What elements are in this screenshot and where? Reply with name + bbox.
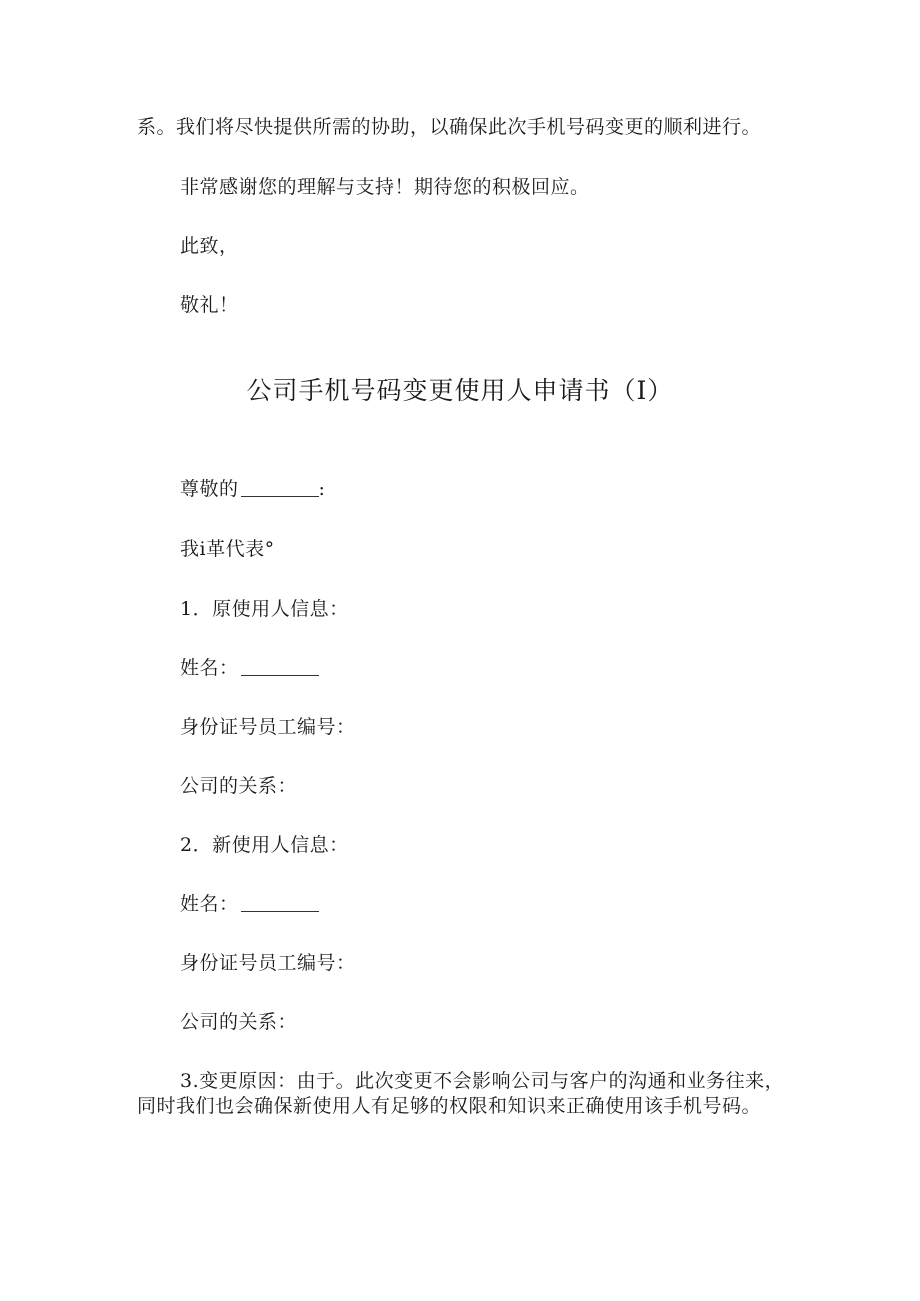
closing-line-2: 敬礼！ [180,294,239,316]
section1-id-line: 身份证号员工编号： [180,716,356,738]
section3-paragraph: 3.变更原因：由于。此次变更不会影响公司与客户的沟通和业务往来，同时我们也会确保新使用人有足够的权限和知识来正确使用该手机号码。 [137,1070,785,1117]
section1-name-line [180,656,319,680]
salutation-colon: : [318,478,326,500]
section2-heading: 2．新使用人信息： [180,834,349,856]
salutation-line [180,477,325,501]
salutation-blank [241,478,319,497]
closing-line-1: 此致， [180,235,239,257]
section1-relation-line: 公司的关系： [180,775,298,797]
section1-heading: 1．原使用人信息： [180,598,349,620]
thanks-line: 非常感谢您的理解与支持！期待您的积极回应。 [180,176,590,198]
section2-name-label: 姓名： [180,893,239,915]
intro-line: 我i革代表° [180,538,275,560]
form-title: 公司手机号码变更使用人申请书（I） [246,376,674,405]
section2-relation-line: 公司的关系： [180,1011,298,1033]
section2-name-blank [241,893,319,912]
section1-name-label: 姓名： [180,657,239,679]
section1-name-blank [241,657,319,676]
section2-name-line [180,892,319,916]
letter-continuation: 系。我们将尽快提供所需的协助，以确保此次手机号码变更的顺利进行。 [137,116,762,138]
section2-id-line: 身份证号员工编号： [180,952,356,974]
salutation-text: 尊敬的 [180,478,239,500]
